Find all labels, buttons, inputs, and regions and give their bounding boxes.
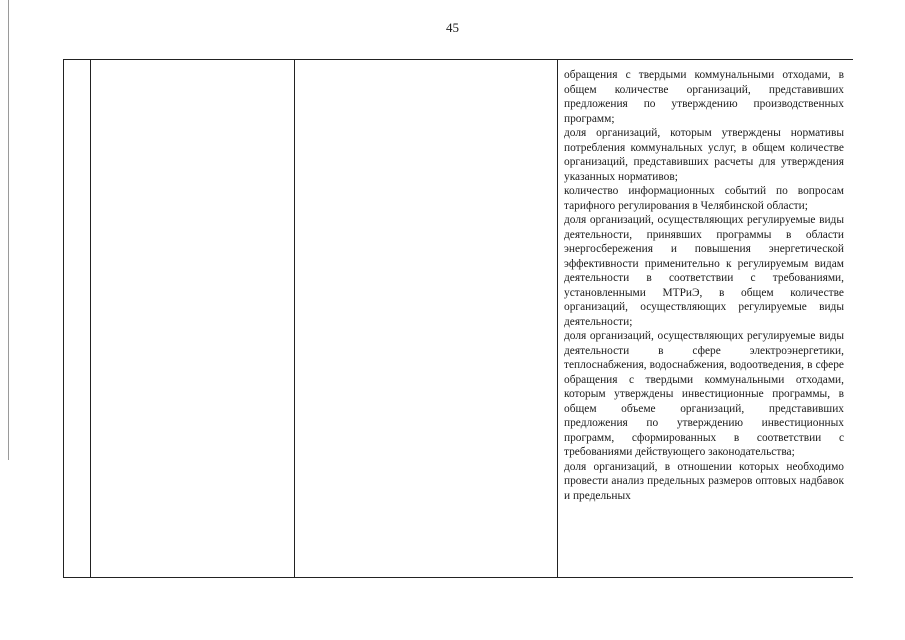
document-table (63, 59, 853, 578)
scan-margin-line (8, 0, 9, 460)
column-divider-3 (557, 60, 558, 577)
paragraph: доля организаций, в отношении которых необходимо провести анализ предельных размеров оптовых надбавок и предельных (564, 460, 844, 502)
page-number: 45 (446, 20, 459, 35)
column-divider-1 (90, 60, 91, 577)
indicators-cell (564, 68, 844, 503)
column-divider-2 (294, 60, 295, 577)
paragraph: доля организаций, осуществляющих регулируемые виды деятельности в сфере электроэнергетики, теплоснабжения, водоснабжения, водоотведения, в сфере обращения с твердыми коммунальными отходами, которым утверждены инвестиционные программы, в общем объеме организаций, представивших предложения по утверждению инвестиционных программ, сформированных в соответствии с требованиями действующего законодательства; (564, 330, 844, 458)
paragraph: доля организаций, которым утверждены нормативы потребления коммунальных услуг, в общем количестве организаций, представивших расчеты для утверждения указанных нормативов; (564, 127, 844, 183)
paragraph: обращения с твердыми коммунальными отходами, в общем количестве организаций, представивших предложения по утверждению производственных программ; (564, 69, 844, 125)
paragraph: доля организаций, осуществляющих регулируемые виды деятельности, принявших программы в области энергосбережения и повышения энергетической эффективности применительно к регулируемым видам деятельности в соответствии с требованиями, установленными МТРиЭ, в общем количестве организаций, осуществляющих регулируемые виды деятельности; (564, 214, 844, 328)
paragraph: количество информационных событий по вопросам тарифного регулирования в Челябинской области; (564, 185, 844, 212)
